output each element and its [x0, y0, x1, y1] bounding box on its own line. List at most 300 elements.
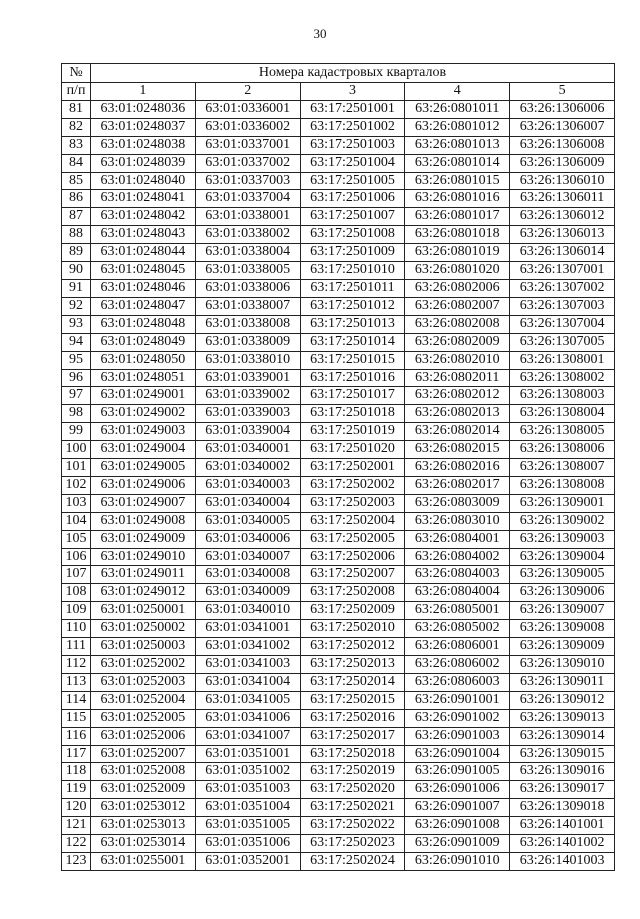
cadastral-number-cell: 63:26:0901003 [405, 727, 510, 745]
cadastral-number-cell: 63:26:0901010 [405, 852, 510, 870]
table-row [62, 136, 615, 154]
cadastral-number-cell: 63:01:0352001 [195, 852, 300, 870]
cadastral-number-cell: 63:01:0253012 [91, 799, 196, 817]
table-row [62, 799, 615, 817]
row-number-cell: 88 [62, 226, 91, 244]
cadastral-number-cell: 63:26:1309012 [510, 691, 615, 709]
cadastral-number-cell: 63:26:1306006 [510, 100, 615, 118]
cadastral-number-cell: 63:01:0340009 [195, 584, 300, 602]
cadastral-number-cell: 63:01:0341006 [195, 709, 300, 727]
table-row [62, 333, 615, 351]
cadastral-number-cell: 63:17:2501008 [300, 226, 405, 244]
cadastral-number-cell: 63:01:0248040 [91, 172, 196, 190]
cadastral-number-cell: 63:26:0806002 [405, 656, 510, 674]
row-number-cell: 115 [62, 709, 91, 727]
cadastral-number-cell: 63:01:0248051 [91, 369, 196, 387]
row-number-cell: 92 [62, 297, 91, 315]
cadastral-number-cell: 63:17:2502007 [300, 566, 405, 584]
cadastral-number-cell: 63:26:0803010 [405, 512, 510, 530]
row-number-cell: 82 [62, 118, 91, 136]
cadastral-number-cell: 63:01:0340007 [195, 548, 300, 566]
cadastral-number-cell: 63:26:0802007 [405, 297, 510, 315]
cadastral-number-cell: 63:17:2501013 [300, 315, 405, 333]
column-number: 3 [300, 83, 405, 101]
cadastral-number-cell: 63:01:0252004 [91, 691, 196, 709]
cadastral-number-cell: 63:26:0804002 [405, 548, 510, 566]
cadastral-number-cell: 63:17:2502006 [300, 548, 405, 566]
cadastral-number-cell: 63:01:0252009 [91, 781, 196, 799]
cadastral-number-cell: 63:01:0338007 [195, 297, 300, 315]
cadastral-number-cell: 63:01:0336001 [195, 100, 300, 118]
table-row [62, 476, 615, 494]
cadastral-number-cell: 63:26:1309007 [510, 602, 615, 620]
cadastral-number-cell: 63:17:2502024 [300, 852, 405, 870]
cadastral-number-cell: 63:01:0340001 [195, 441, 300, 459]
cadastral-number-cell: 63:26:1309003 [510, 530, 615, 548]
table-row [62, 118, 615, 136]
column-number: 4 [405, 83, 510, 101]
table-row [62, 441, 615, 459]
cadastral-number-cell: 63:26:1306014 [510, 244, 615, 262]
cadastral-number-cell: 63:26:1309010 [510, 656, 615, 674]
cadastral-number-cell: 63:17:2502021 [300, 799, 405, 817]
row-number-cell: 98 [62, 405, 91, 423]
cadastral-number-cell: 63:26:0802014 [405, 423, 510, 441]
cadastral-number-cell: 63:26:1306013 [510, 226, 615, 244]
row-number-cell: 118 [62, 763, 91, 781]
row-number-cell: 117 [62, 745, 91, 763]
row-number-cell: 120 [62, 799, 91, 817]
cadastral-number-cell: 63:01:0248038 [91, 136, 196, 154]
cadastral-number-cell: 63:26:0802015 [405, 441, 510, 459]
cadastral-number-cell: 63:17:2502022 [300, 817, 405, 835]
cadastral-number-cell: 63:01:0248036 [91, 100, 196, 118]
cadastral-number-cell: 63:17:2501016 [300, 369, 405, 387]
table-row [62, 638, 615, 656]
cadastral-number-cell: 63:26:1306009 [510, 154, 615, 172]
cadastral-number-cell: 63:26:0901002 [405, 709, 510, 727]
row-number-cell: 108 [62, 584, 91, 602]
cadastral-number-cell: 63:26:0802017 [405, 476, 510, 494]
row-number-cell: 81 [62, 100, 91, 118]
table-row [62, 244, 615, 262]
cadastral-number-cell: 63:01:0338009 [195, 333, 300, 351]
cadastral-number-cell: 63:26:1307002 [510, 279, 615, 297]
cadastral-number-cell: 63:01:0339004 [195, 423, 300, 441]
table-row [62, 709, 615, 727]
cadastral-number-cell: 63:26:1306007 [510, 118, 615, 136]
cadastral-number-cell: 63:26:1309011 [510, 673, 615, 691]
cadastral-number-cell: 63:01:0249011 [91, 566, 196, 584]
cadastral-number-cell: 63:01:0252002 [91, 656, 196, 674]
row-number-cell: 99 [62, 423, 91, 441]
cadastral-number-cell: 63:01:0249006 [91, 476, 196, 494]
table-row [62, 494, 615, 512]
cadastral-number-cell: 63:01:0338008 [195, 315, 300, 333]
row-number-cell: 100 [62, 441, 91, 459]
cadastral-number-cell: 63:26:1309006 [510, 584, 615, 602]
cadastral-number-cell: 63:26:0901006 [405, 781, 510, 799]
cadastral-number-cell: 63:26:1309014 [510, 727, 615, 745]
row-number-cell: 101 [62, 459, 91, 477]
cadastral-number-cell: 63:26:1309018 [510, 799, 615, 817]
cadastral-number-cell: 63:26:0901007 [405, 799, 510, 817]
cadastral-number-cell: 63:17:2501015 [300, 351, 405, 369]
cadastral-number-cell: 63:26:0801013 [405, 136, 510, 154]
cadastral-number-cell: 63:01:0341004 [195, 673, 300, 691]
table-row [62, 691, 615, 709]
cadastral-number-cell: 63:17:2501014 [300, 333, 405, 351]
cadastral-number-cell: 63:01:0351001 [195, 745, 300, 763]
cadastral-number-cell: 63:17:2502001 [300, 459, 405, 477]
cadastral-number-cell: 63:01:0337001 [195, 136, 300, 154]
page-number: 30 [313, 26, 327, 41]
table-body [62, 100, 615, 870]
cadastral-number-cell: 63:01:0338005 [195, 262, 300, 280]
cadastral-number-cell: 63:17:2502023 [300, 835, 405, 853]
cadastral-number-cell: 63:01:0341007 [195, 727, 300, 745]
cadastral-number-cell: 63:26:0802012 [405, 387, 510, 405]
cadastral-number-cell: 63:26:1308006 [510, 441, 615, 459]
cadastral-number-cell: 63:01:0253014 [91, 835, 196, 853]
cadastral-number-cell: 63:01:0337002 [195, 154, 300, 172]
cadastral-number-cell: 63:26:1309008 [510, 620, 615, 638]
cadastral-number-cell: 63:01:0249005 [91, 459, 196, 477]
cadastral-number-cell: 63:17:2501009 [300, 244, 405, 262]
cadastral-number-cell: 63:26:1307003 [510, 297, 615, 315]
table-row [62, 548, 615, 566]
cadastral-number-cell: 63:01:0249003 [91, 423, 196, 441]
row-number-cell: 122 [62, 835, 91, 853]
cadastral-number-cell: 63:26:1308004 [510, 405, 615, 423]
cadastral-quarters-table [61, 63, 615, 871]
row-number-cell: 113 [62, 673, 91, 691]
table-row [62, 315, 615, 333]
cadastral-number-cell: 63:26:0801011 [405, 100, 510, 118]
cadastral-number-cell: 63:26:0806001 [405, 638, 510, 656]
cadastral-number-cell: 63:26:1309002 [510, 512, 615, 530]
cadastral-number-cell: 63:01:0252005 [91, 709, 196, 727]
cadastral-number-cell: 63:26:0805002 [405, 620, 510, 638]
cadastral-number-cell: 63:01:0340005 [195, 512, 300, 530]
table-row [62, 852, 615, 870]
row-number-cell: 109 [62, 602, 91, 620]
cadastral-number-cell: 63:17:2502003 [300, 494, 405, 512]
cadastral-number-cell: 63:01:0339003 [195, 405, 300, 423]
cadastral-number-cell: 63:01:0250003 [91, 638, 196, 656]
cadastral-number-cell: 63:17:2501011 [300, 279, 405, 297]
cadastral-number-cell: 63:26:1308007 [510, 459, 615, 477]
row-number-subheader: п/п [62, 83, 91, 101]
row-number-cell: 97 [62, 387, 91, 405]
cadastral-number-cell: 63:26:0801020 [405, 262, 510, 280]
cadastral-number-cell: 63:01:0340004 [195, 494, 300, 512]
cadastral-number-cell: 63:26:0802013 [405, 405, 510, 423]
cadastral-number-cell: 63:01:0249002 [91, 405, 196, 423]
table-row [62, 405, 615, 423]
row-number-cell: 84 [62, 154, 91, 172]
cadastral-number-cell: 63:01:0248043 [91, 226, 196, 244]
cadastral-number-cell: 63:26:1309001 [510, 494, 615, 512]
cadastral-number-cell: 63:01:0248046 [91, 279, 196, 297]
cadastral-number-cell: 63:01:0250002 [91, 620, 196, 638]
cadastral-number-cell: 63:01:0248041 [91, 190, 196, 208]
cadastral-number-cell: 63:26:1401001 [510, 817, 615, 835]
cadastral-number-cell: 63:17:2501006 [300, 190, 405, 208]
table-row [62, 172, 615, 190]
row-number-cell: 91 [62, 279, 91, 297]
cadastral-number-cell: 63:26:1306010 [510, 172, 615, 190]
table-row [62, 262, 615, 280]
cadastral-number-cell: 63:26:0801018 [405, 226, 510, 244]
cadastral-number-cell: 63:26:1308008 [510, 476, 615, 494]
cadastral-number-cell: 63:17:2502004 [300, 512, 405, 530]
cadastral-number-cell: 63:17:2502019 [300, 763, 405, 781]
column-number-row [62, 83, 615, 101]
cadastral-number-cell: 63:26:0804003 [405, 566, 510, 584]
cadastral-number-cell: 63:26:0802016 [405, 459, 510, 477]
cadastral-number-cell: 63:26:1307004 [510, 315, 615, 333]
cadastral-number-cell: 63:01:0249008 [91, 512, 196, 530]
cadastral-number-cell: 63:01:0341003 [195, 656, 300, 674]
cadastral-number-cell: 63:26:0802009 [405, 333, 510, 351]
row-number-cell: 107 [62, 566, 91, 584]
table-row [62, 369, 615, 387]
cadastral-number-cell: 63:01:0351006 [195, 835, 300, 853]
cadastral-number-cell: 63:17:2502014 [300, 673, 405, 691]
cadastral-number-cell: 63:01:0338002 [195, 226, 300, 244]
cadastral-number-cell: 63:26:1308003 [510, 387, 615, 405]
row-number-cell: 83 [62, 136, 91, 154]
table-row [62, 566, 615, 584]
cadastral-number-cell: 63:01:0339001 [195, 369, 300, 387]
cadastral-number-cell: 63:01:0339002 [195, 387, 300, 405]
cadastral-number-cell: 63:01:0255001 [91, 852, 196, 870]
cadastral-number-cell: 63:01:0253013 [91, 817, 196, 835]
table-row [62, 387, 615, 405]
row-number-cell: 102 [62, 476, 91, 494]
cadastral-number-cell: 63:26:1309015 [510, 745, 615, 763]
row-number-cell: 106 [62, 548, 91, 566]
cadastral-number-cell: 63:01:0338001 [195, 208, 300, 226]
table-row [62, 226, 615, 244]
table-row [62, 530, 615, 548]
row-number-cell: 86 [62, 190, 91, 208]
cadastral-number-cell: 63:26:1309013 [510, 709, 615, 727]
cadastral-number-cell: 63:26:1309005 [510, 566, 615, 584]
row-number-cell: 93 [62, 315, 91, 333]
row-number-header: № [62, 64, 91, 83]
row-number-cell: 89 [62, 244, 91, 262]
cadastral-number-cell: 63:17:2501005 [300, 172, 405, 190]
cadastral-number-cell: 63:26:1306011 [510, 190, 615, 208]
cadastral-number-cell: 63:26:0901008 [405, 817, 510, 835]
row-number-cell: 95 [62, 351, 91, 369]
cadastral-number-cell: 63:17:2501010 [300, 262, 405, 280]
cadastral-number-cell: 63:26:1308002 [510, 369, 615, 387]
cadastral-number-cell: 63:17:2501018 [300, 405, 405, 423]
row-number-cell: 116 [62, 727, 91, 745]
table-row [62, 727, 615, 745]
cadastral-number-cell: 63:17:2502009 [300, 602, 405, 620]
cadastral-number-cell: 63:01:0340003 [195, 476, 300, 494]
cadastral-number-cell: 63:01:0351005 [195, 817, 300, 835]
cadastral-number-cell: 63:01:0338004 [195, 244, 300, 262]
cadastral-number-cell: 63:26:0801015 [405, 172, 510, 190]
cadastral-number-cell: 63:17:2501003 [300, 136, 405, 154]
row-number-cell: 114 [62, 691, 91, 709]
cadastral-number-cell: 63:26:1307005 [510, 333, 615, 351]
cadastral-number-cell: 63:17:2501017 [300, 387, 405, 405]
row-number-cell: 94 [62, 333, 91, 351]
cadastral-number-cell: 63:17:2502018 [300, 745, 405, 763]
cadastral-number-cell: 63:26:0803009 [405, 494, 510, 512]
table-header-row [62, 64, 615, 83]
table-row [62, 817, 615, 835]
cadastral-number-cell: 63:17:2502015 [300, 691, 405, 709]
cadastral-number-cell: 63:26:0804004 [405, 584, 510, 602]
cadastral-number-cell: 63:17:2502005 [300, 530, 405, 548]
cadastral-number-cell: 63:26:1306012 [510, 208, 615, 226]
row-number-cell: 104 [62, 512, 91, 530]
cadastral-number-cell: 63:17:2501012 [300, 297, 405, 315]
cadastral-number-cell: 63:17:2502010 [300, 620, 405, 638]
table-row [62, 763, 615, 781]
cadastral-number-cell: 63:17:2502016 [300, 709, 405, 727]
cadastral-number-cell: 63:26:0805001 [405, 602, 510, 620]
cadastral-number-cell: 63:01:0248048 [91, 315, 196, 333]
cadastral-number-cell: 63:01:0252003 [91, 673, 196, 691]
cadastral-number-cell: 63:01:0351004 [195, 799, 300, 817]
cadastral-number-cell: 63:01:0248050 [91, 351, 196, 369]
row-number-cell: 85 [62, 172, 91, 190]
cadastral-number-cell: 63:26:0801016 [405, 190, 510, 208]
cadastral-number-cell: 63:17:2502020 [300, 781, 405, 799]
table-row [62, 745, 615, 763]
row-number-cell: 103 [62, 494, 91, 512]
cadastral-number-cell: 63:01:0252008 [91, 763, 196, 781]
cadastral-number-cell: 63:26:1308005 [510, 423, 615, 441]
cadastral-number-cell: 63:26:0901004 [405, 745, 510, 763]
cadastral-number-cell: 63:01:0248047 [91, 297, 196, 315]
cadastral-number-cell: 63:26:0806003 [405, 673, 510, 691]
cadastral-number-cell: 63:01:0351002 [195, 763, 300, 781]
group-header: Номера кадастровых кварталов [91, 64, 615, 83]
cadastral-number-cell: 63:26:1309009 [510, 638, 615, 656]
table-row [62, 459, 615, 477]
cadastral-number-cell: 63:26:1307001 [510, 262, 615, 280]
cadastral-number-cell: 63:01:0249004 [91, 441, 196, 459]
table-row [62, 154, 615, 172]
table-row [62, 673, 615, 691]
cadastral-number-cell: 63:17:2501020 [300, 441, 405, 459]
cadastral-number-cell: 63:01:0249009 [91, 530, 196, 548]
cadastral-number-cell: 63:26:1306008 [510, 136, 615, 154]
column-number: 2 [195, 83, 300, 101]
cadastral-number-cell: 63:26:0802006 [405, 279, 510, 297]
row-number-cell: 96 [62, 369, 91, 387]
cadastral-number-cell: 63:26:0901005 [405, 763, 510, 781]
cadastral-number-cell: 63:17:2501004 [300, 154, 405, 172]
cadastral-number-cell: 63:01:0248045 [91, 262, 196, 280]
row-number-cell: 123 [62, 852, 91, 870]
cadastral-number-cell: 63:26:0901001 [405, 691, 510, 709]
cadastral-number-cell: 63:26:0901009 [405, 835, 510, 853]
cadastral-number-cell: 63:26:1401002 [510, 835, 615, 853]
cadastral-number-cell: 63:01:0252007 [91, 745, 196, 763]
row-number-cell: 121 [62, 817, 91, 835]
table-row [62, 512, 615, 530]
cadastral-number-cell: 63:26:0802008 [405, 315, 510, 333]
table-row [62, 620, 615, 638]
table-row [62, 208, 615, 226]
cadastral-number-cell: 63:17:2501002 [300, 118, 405, 136]
cadastral-number-cell: 63:26:0801014 [405, 154, 510, 172]
table-row [62, 656, 615, 674]
cadastral-number-cell: 63:01:0341005 [195, 691, 300, 709]
table-row [62, 781, 615, 799]
cadastral-number-cell: 63:01:0341001 [195, 620, 300, 638]
table-row [62, 423, 615, 441]
row-number-cell: 87 [62, 208, 91, 226]
cadastral-number-cell: 63:26:0801019 [405, 244, 510, 262]
cadastral-number-cell: 63:17:2501019 [300, 423, 405, 441]
cadastral-number-cell: 63:01:0248039 [91, 154, 196, 172]
row-number-cell: 111 [62, 638, 91, 656]
cadastral-number-cell: 63:01:0336002 [195, 118, 300, 136]
cadastral-number-cell: 63:01:0340006 [195, 530, 300, 548]
table-row [62, 602, 615, 620]
cadastral-number-cell: 63:17:2502002 [300, 476, 405, 494]
cadastral-number-cell: 63:17:2502013 [300, 656, 405, 674]
column-number: 5 [510, 83, 615, 101]
row-number-cell: 90 [62, 262, 91, 280]
table-row [62, 835, 615, 853]
table-row [62, 279, 615, 297]
cadastral-number-cell: 63:01:0249001 [91, 387, 196, 405]
cadastral-number-cell: 63:26:0804001 [405, 530, 510, 548]
cadastral-number-cell: 63:17:2501001 [300, 100, 405, 118]
cadastral-number-cell: 63:17:2502008 [300, 584, 405, 602]
row-number-cell: 112 [62, 656, 91, 674]
cadastral-number-cell: 63:01:0338010 [195, 351, 300, 369]
cadastral-number-cell: 63:17:2502017 [300, 727, 405, 745]
cadastral-number-cell: 63:01:0340010 [195, 602, 300, 620]
cadastral-number-cell: 63:01:0338006 [195, 279, 300, 297]
cadastral-number-cell: 63:26:1309004 [510, 548, 615, 566]
cadastral-number-cell: 63:01:0250001 [91, 602, 196, 620]
table-row [62, 351, 615, 369]
cadastral-number-cell: 63:26:1309016 [510, 763, 615, 781]
cadastral-number-cell: 63:01:0337004 [195, 190, 300, 208]
cadastral-number-cell: 63:01:0249012 [91, 584, 196, 602]
cadastral-number-cell: 63:17:2502012 [300, 638, 405, 656]
cadastral-number-cell: 63:01:0252006 [91, 727, 196, 745]
cadastral-number-cell: 63:01:0341002 [195, 638, 300, 656]
column-number: 1 [91, 83, 196, 101]
cadastral-number-cell: 63:26:0802011 [405, 369, 510, 387]
cadastral-number-cell: 63:01:0249010 [91, 548, 196, 566]
cadastral-number-cell: 63:01:0248042 [91, 208, 196, 226]
table-row [62, 190, 615, 208]
cadastral-number-cell: 63:01:0248044 [91, 244, 196, 262]
cadastral-number-cell: 63:26:0802010 [405, 351, 510, 369]
cadastral-number-cell: 63:01:0340008 [195, 566, 300, 584]
cadastral-number-cell: 63:26:0801012 [405, 118, 510, 136]
cadastral-number-cell: 63:01:0337003 [195, 172, 300, 190]
cadastral-number-cell: 63:26:1308001 [510, 351, 615, 369]
table-row [62, 100, 615, 118]
